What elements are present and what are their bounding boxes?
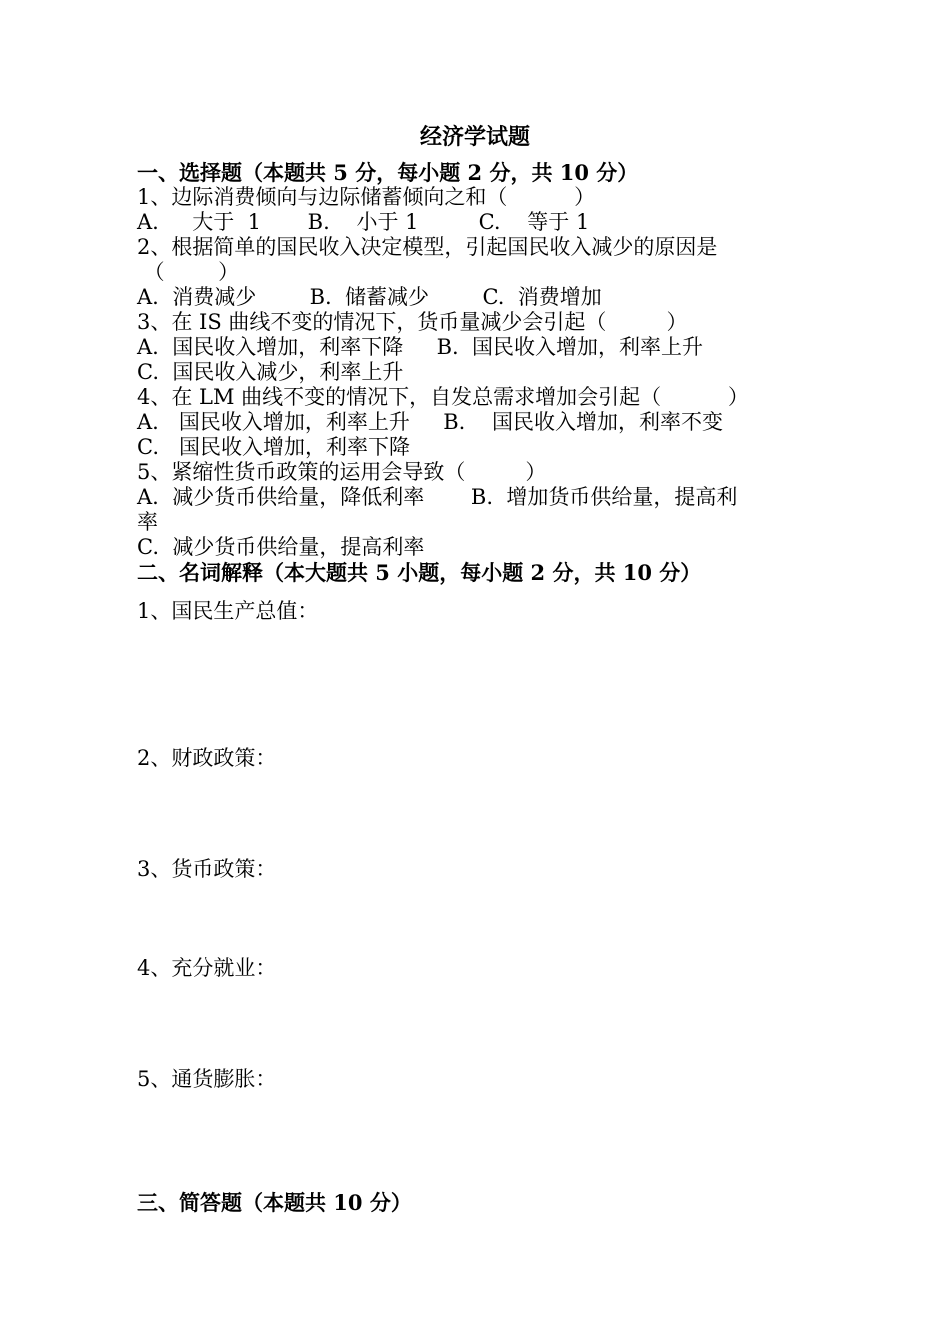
term-item: 4、充分就业： <box>137 956 277 980</box>
question-line: 2、根据简单的国民收入决定模型，引起国民收入减少的原因是 <box>137 235 718 259</box>
question-line: 4、在 LM 曲线不变的情况下，自发总需求增加会引起（ ） <box>137 385 749 409</box>
question-line: A. 国民收入增加，利率下降 B. 国民收入增加，利率上升 <box>137 335 704 359</box>
question-line: C. 减少货币供给量，提高利率 <box>137 535 425 559</box>
exam-title: 经济学试题 <box>419 124 530 150</box>
term-item: 1、国民生产总值： <box>137 599 319 623</box>
section1-heading: 一、选择题（本题共 5 分，每小题 2 分，共 10 分） <box>137 160 639 185</box>
term-item: 2、财政政策： <box>137 746 277 770</box>
question-line: 3、在 IS 曲线不变的情况下，货币量减少会引起（ ） <box>137 310 688 334</box>
question-line: A. 大于 1 B. 小于 1 C. 等于 1 <box>137 210 590 234</box>
term-item: 3、货币政策： <box>137 857 277 881</box>
term-item: 5、通货膨胀： <box>137 1067 277 1091</box>
section3-heading: 三、简答题（本题共 10 分） <box>137 1190 412 1215</box>
question-line: A. 国民收入增加，利率上升 B. 国民收入增加，利率不变 <box>137 410 724 434</box>
question-line: 率 <box>137 510 158 534</box>
question-line: A. 减少货币供给量，降低利率 B. 增加货币供给量，提高利 <box>137 485 738 509</box>
question-line: 5、紧缩性货币政策的运用会导致（ ） <box>137 460 547 484</box>
question-line: （ ） <box>137 260 240 284</box>
section2-heading: 二、名词解释（本大题共 5 小题，每小题 2 分，共 10 分） <box>137 560 702 585</box>
question-line: A. 消费减少 B. 储蓄减少 C. 消费增加 <box>137 285 602 309</box>
question-line: C. 国民收入增加，利率下降 <box>137 435 411 459</box>
question-line: C. 国民收入减少，利率上升 <box>137 360 404 384</box>
question-line: 1、边际消费倾向与边际储蓄倾向之和（ ） <box>137 185 596 209</box>
